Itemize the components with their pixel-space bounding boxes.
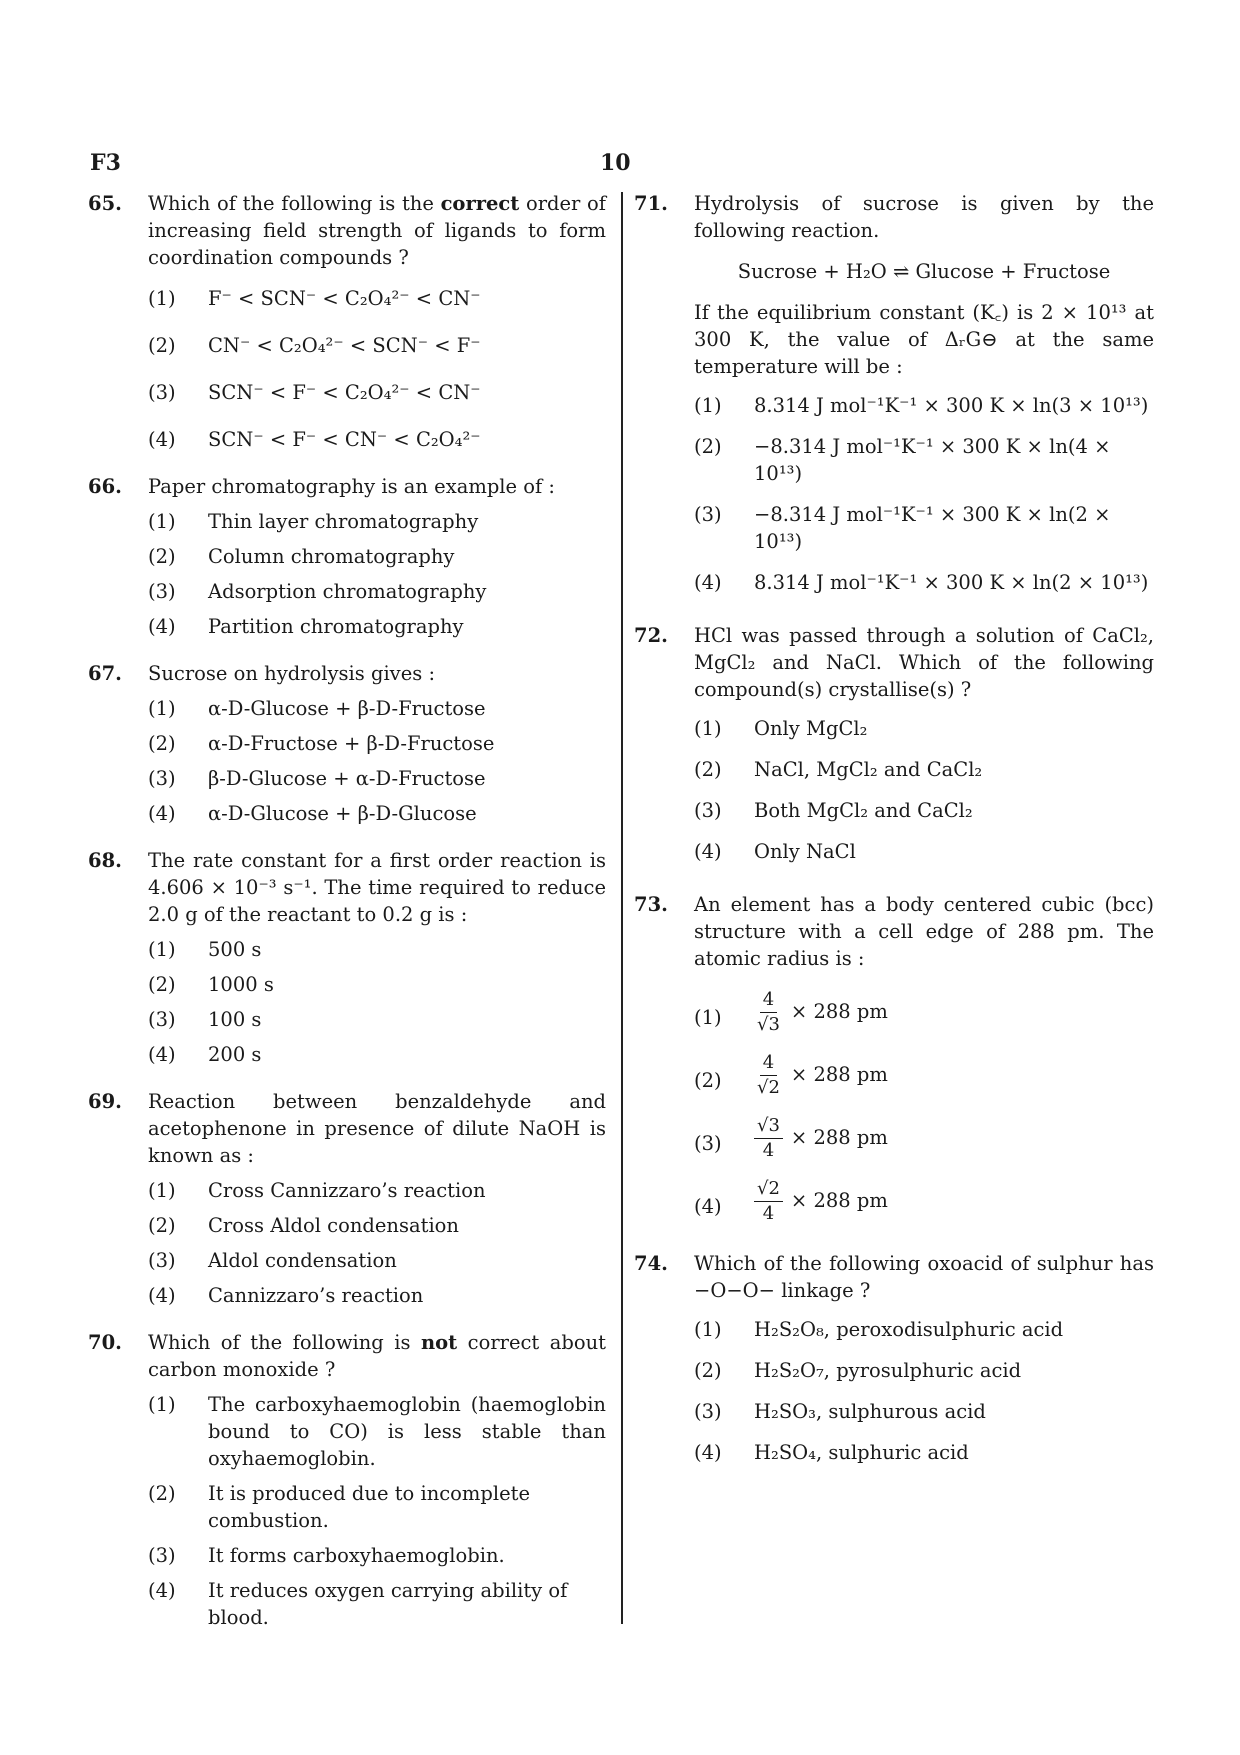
left-column [88,190,606,1639]
question-text-continued: If the equilibrium constant (K꜀) is 2 × 10¹³ at 300 K, the value of ΔᵣG⊖ at the same temperature will be : [694,301,1154,378]
column-divider [621,192,623,1624]
option: (4) H₂SO₄, sulphuric acid [694,1441,969,1464]
option: (1) H₂S₂O₈, peroxodisulphuric acid [694,1318,1064,1341]
option: (3) $\frac{√3}{4}$ × 288 pm [694,1115,888,1161]
option: (4) 8.314 J mol⁻¹K⁻¹ × 300 K × ln(2 × 10¹³) [694,571,1149,594]
option: (3) Adsorption chromatography [148,580,487,603]
option: (3) SCN⁻ < F⁻ < C₂O₄²⁻ < CN⁻ [148,381,481,404]
option: (3) 100 s [148,1008,262,1031]
question-number: 74. [634,1252,668,1275]
question-72 [634,622,1154,865]
option: (3) Aldol condensation [148,1249,397,1272]
question-number: 67. [88,662,122,685]
question-number: 65. [88,192,122,215]
fraction: $\frac{4}{√3}$ [757,989,780,1035]
question-text: Which of the following is not correct about carbon monoxide ? [148,1331,606,1381]
option: (2) $\frac{4}{√2}$ × 288 pm [694,1052,888,1098]
question-text: An element has a body centered cubic (bcc) structure with a cell edge of 288 pm. The atomic radius is : [694,893,1154,970]
option: (3) β-D-Glucose + α-D-Fructose [148,767,486,790]
question-text: Which of the following is the correct order of increasing field strength of ligands to form coordination compounds ? [148,192,606,269]
option: (1) F⁻ < SCN⁻ < C₂O₄²⁻ < CN⁻ [148,287,481,310]
question-69 [88,1088,606,1309]
fraction: $\frac{√3}{4}$ [754,1116,783,1161]
question-text: HCl was passed through a solution of CaCl₂, MgCl₂ and NaCl. Which of the following compound(s) crystallise(s) ? [694,624,1154,701]
question-number: 71. [634,192,668,215]
option: (3) Both MgCl₂ and CaCl₂ [694,799,973,822]
question-67 [88,660,606,827]
question-text: Reaction between benzaldehyde and acetophenone in presence of dilute NaOH is known as : [148,1090,606,1167]
question-number: 70. [88,1331,122,1354]
option: (3) −8.314 J mol⁻¹K⁻¹ × 300 K × ln(2 × 10¹³) [694,503,1111,553]
option: (4) α-D-Glucose + β-D-Glucose [148,802,477,825]
option: (1) Only MgCl₂ [694,717,868,740]
question-71 [634,190,1154,596]
option: (2) H₂S₂O₇, pyrosulphuric acid [694,1359,1022,1382]
option: (4) Partition chromatography [148,615,464,638]
option: (4) $\frac{√2}{4}$ × 288 pm [694,1178,888,1224]
option: (1) 8.314 J mol⁻¹K⁻¹ × 300 K × ln(3 × 10¹³) [694,394,1149,417]
option: (4) Only NaCl [694,840,856,863]
option: (2) α-D-Fructose + β-D-Fructose [148,732,495,755]
option: (3) H₂SO₃, sulphurous acid [694,1400,986,1423]
question-number: 66. [88,475,122,498]
question-text: The rate constant for a first order reaction is 4.606 × 10⁻³ s⁻¹. The time required to reduce 2.0 g of the reactant to 0.2 g is : [148,849,606,926]
option: (4) Cannizzaro’s reaction [148,1284,424,1307]
option: (1) Thin layer chromatography [148,510,479,533]
option: (1) 500 s [148,938,262,961]
question-66 [88,473,606,640]
question-text: Hydrolysis of sucrose is given by the following reaction. [694,192,1154,242]
option: (1) Cross Cannizzaro’s reaction [148,1179,486,1202]
reaction-equation: Sucrose + H₂O ⇌ Glucose + Fructose [737,260,1111,283]
option: (4) It reduces oxygen carrying ability of blood. [148,1579,568,1629]
option: (1) $\frac{4}{√3}$ × 288 pm [694,989,888,1035]
question-65 [88,190,606,453]
question-number: 73. [634,893,668,916]
question-68 [88,847,606,1068]
question-text: Sucrose on hydrolysis gives : [148,662,436,685]
question-70 [88,1329,606,1631]
question-number: 68. [88,849,122,872]
option: (4) 200 s [148,1043,262,1066]
option: (2) NaCl, MgCl₂ and CaCl₂ [694,758,983,781]
question-73 [634,891,1154,1224]
option: (2) 1000 s [148,973,274,996]
question-number: 69. [88,1090,122,1113]
option: (2) It is produced due to incomplete combustion. [148,1482,531,1532]
option: (3) It forms carboxyhaemoglobin. [148,1544,505,1567]
question-text: Which of the following oxoacid of sulphur has −O−O− linkage ? [694,1252,1154,1302]
fraction: $\frac{√2}{4}$ [754,1179,783,1224]
option: (2) Cross Aldol condensation [148,1214,459,1237]
page-number: 10 [600,150,631,176]
question-number: 72. [634,624,668,647]
question-text: Paper chromatography is an example of : [148,475,555,498]
fraction: $\frac{4}{√2}$ [757,1052,780,1098]
right-column [634,190,1154,1480]
option: (1) α-D-Glucose + β-D-Fructose [148,697,486,720]
option: (2) CN⁻ < C₂O₄²⁻ < SCN⁻ < F⁻ [148,334,481,357]
option: (2) −8.314 J mol⁻¹K⁻¹ × 300 K × ln(4 × 10¹³) [694,435,1111,485]
page-code: F3 [90,150,121,176]
option: (4) SCN⁻ < F⁻ < CN⁻ < C₂O₄²⁻ [148,428,481,451]
option: (1) The carboxyhaemoglobin (haemoglobin bound to CO) is less stable than oxyhaemoglobin. [148,1393,606,1470]
question-74 [634,1250,1154,1466]
option: (2) Column chromatography [148,545,455,568]
